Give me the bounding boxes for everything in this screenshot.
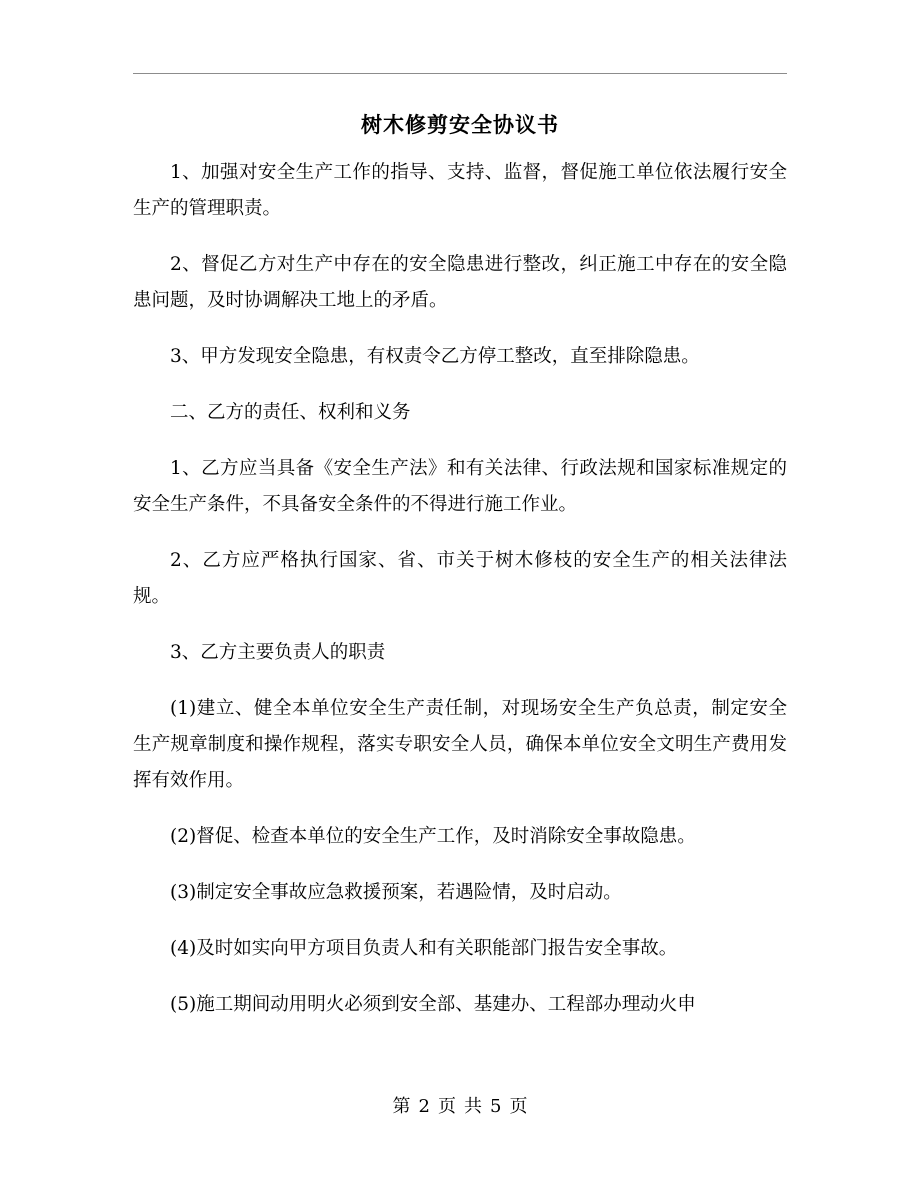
- paragraph-5: 2、乙方应严格执行国家、省、市关于树木修枝的安全生产的相关法律法规。: [133, 550, 787, 607]
- footer-page-prefix: 第: [392, 1096, 411, 1117]
- paragraph-9: (3)制定安全事故应急救援预案，若遇险情，及时启动。: [170, 882, 622, 903]
- footer-page-suffix: 页: [509, 1096, 528, 1117]
- document-body: [133, 155, 787, 1043]
- paragraph-8: (2)督促、检查本单位的安全生产工作，及时消除安全事故隐患。: [170, 826, 696, 847]
- document-title: 树木修剪安全协议书: [361, 112, 559, 137]
- paragraph-6: 3、乙方主要负责人的职责: [170, 642, 386, 663]
- paragraph-3: 3、甲方发现安全隐患，有权责令乙方停工整改，直至排除隐患。: [170, 346, 700, 367]
- paragraph-7: (1)建立、健全本单位安全生产责任制，对现场安全生产负总责，制定安全生产规章制度和操作规程，落实专职安全人员，确保本单位安全文明生产费用发挥有效作用。: [133, 698, 787, 791]
- paragraph-1: 1、加强对安全生产工作的指导、支持、监督，督促施工单位依法履行安全生产的管理职责。: [133, 162, 787, 219]
- page-footer: [0, 1092, 920, 1122]
- section-heading: 二、乙方的责任、权利和义务: [170, 402, 411, 423]
- footer-total-pages: 5: [490, 1096, 502, 1117]
- paragraph-4: 1、乙方应当具备《安全生产法》和有关法律、行政法规和国家标准规定的安全生产条件，不具备安全条件的不得进行施工作业。: [133, 458, 787, 515]
- header-rule: [133, 73, 787, 74]
- footer-current-page: 2: [418, 1096, 430, 1117]
- paragraph-2: 2、督促乙方对生产中存在的安全隐患进行整改，纠正施工中存在的安全隐患问题，及时协调解决工地上的矛盾。: [133, 254, 787, 311]
- paragraph-10: (4)及时如实向甲方项目负责人和有关职能部门报告安全事故。: [170, 938, 678, 959]
- paragraph-11: (5)施工期间动用明火必须到安全部、基建办、工程部办理动火申: [170, 994, 696, 1015]
- footer-page-word: 页: [438, 1096, 456, 1117]
- footer-total-prefix: 共: [464, 1096, 482, 1117]
